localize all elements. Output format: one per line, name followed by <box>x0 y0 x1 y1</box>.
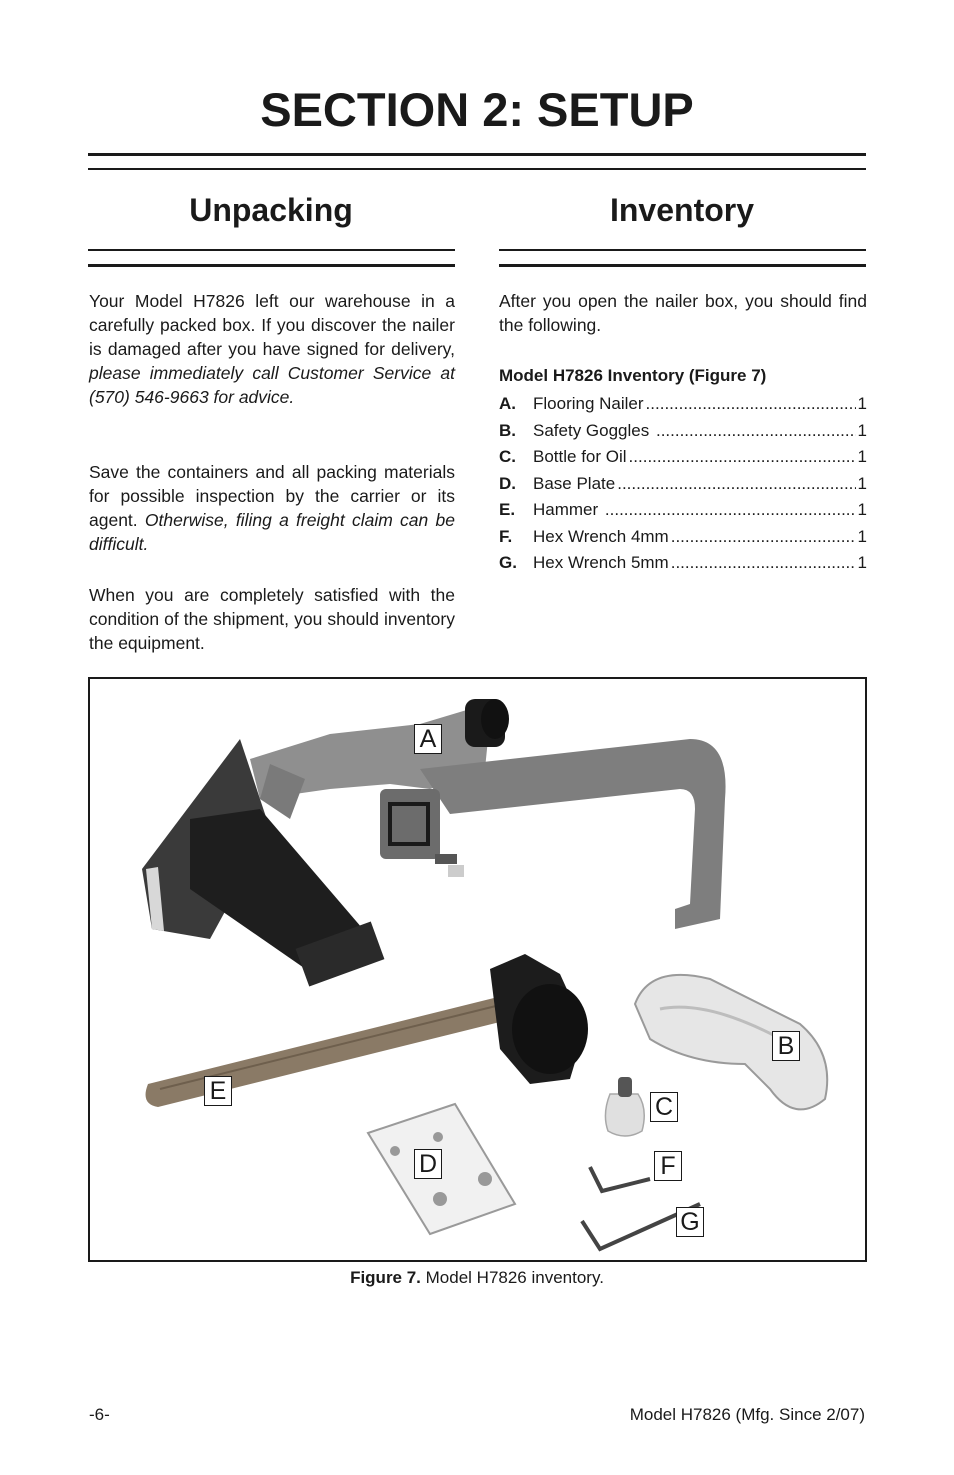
inventory-item-letter: E. <box>499 500 516 519</box>
inventory-item-qty: 1 <box>857 447 867 466</box>
inventory-rule-bottom <box>499 264 866 267</box>
inventory-item-letter: D. <box>499 473 516 493</box>
callout-f: F <box>654 1151 682 1181</box>
figure-caption-text: Model H7826 inventory. <box>420 1268 604 1287</box>
leader-dots <box>656 419 856 443</box>
callout-e: E <box>204 1076 232 1106</box>
section-title: SECTION 2: SETUP <box>260 83 694 136</box>
inventory-item-name: Hex Wrench 4mm <box>533 526 669 546</box>
unpacking-rule-top <box>88 249 455 251</box>
footer-model: Model H7826 (Mfg. Since 2/07) <box>629 1405 865 1424</box>
inventory-item <box>499 525 867 549</box>
inventory-item-name: Bottle for Oil <box>533 447 627 466</box>
leader-dots <box>617 472 855 496</box>
leader-dots <box>671 551 856 575</box>
inventory-item-qty: 1 <box>857 526 867 546</box>
inventory-item-qty: 1 <box>857 500 867 519</box>
figure-7 <box>88 677 867 1262</box>
inventory-item-name: Flooring Nailer <box>533 394 644 413</box>
title-rule-bottom <box>88 168 866 170</box>
figure-caption-label: Figure 7. <box>350 1268 421 1287</box>
unpacking-paragraph-2 <box>89 460 455 556</box>
callout-d: D <box>414 1149 442 1179</box>
inventory-item-name: Base Plate <box>533 473 616 493</box>
unpacking-heading: Unpacking <box>189 192 353 228</box>
oil-bottle-drawing <box>605 1077 644 1136</box>
unpacking-paragraph-1 <box>89 289 455 409</box>
leader-dots <box>671 525 856 549</box>
inventory-item-letter: F. <box>499 526 513 546</box>
unpacking-p1-italic: please immediately call Customer Service at (570) 546-9663 for advice. <box>89 363 455 407</box>
figure-caption <box>0 1268 954 1288</box>
inventory-item-qty: 1 <box>857 394 867 413</box>
callout-b: B <box>772 1031 800 1061</box>
inventory-item <box>499 498 867 522</box>
page-number: -6- <box>89 1405 110 1424</box>
inventory-list-heading: Model H7826 Inventory (Figure 7) <box>499 366 767 385</box>
leader-dots <box>605 498 856 522</box>
inventory-item <box>499 392 867 416</box>
inventory-item-letter: B. <box>499 420 516 440</box>
leader-dots <box>629 445 856 469</box>
unpacking-p2-italic: Otherwise, filing a freight claim can be difficult. <box>89 510 455 554</box>
callout-g: G <box>676 1207 704 1237</box>
inventory-item-letter: A. <box>499 394 516 413</box>
inventory-item <box>499 472 867 496</box>
inventory-rule-top <box>499 249 866 251</box>
inventory-item-qty: 1 <box>857 473 867 493</box>
title-rule-top <box>88 153 866 156</box>
unpacking-p2-text: Save the containers and all packing materials for possible inspection by the carrier or its agent. <box>89 462 455 530</box>
unpacking-p1-text: Your Model H7826 left our warehouse in a carefully packed box. If you discover the nailer is damaged after you have signed for delivery, <box>89 291 455 359</box>
inventory-item <box>499 445 867 469</box>
inventory-item-name: Hex Wrench 5mm <box>533 553 669 572</box>
inventory-photo <box>90 679 865 1260</box>
inventory-item-letter: G. <box>499 553 517 572</box>
inventory-intro: After you open the nailer box, you should find the following. <box>499 291 867 335</box>
inventory-item-letter: C. <box>499 447 516 466</box>
inventory-item-name: Hammer <box>533 500 603 519</box>
inventory-item-name: Safety Goggles <box>533 420 654 440</box>
unpacking-paragraph-3: When you are completely satisfied with the condition of the shipment, you should inventory the equipment. <box>89 585 455 653</box>
leader-dots <box>646 392 856 416</box>
callout-c: C <box>650 1092 678 1122</box>
inventory-item-qty: 1 <box>857 553 867 572</box>
inventory-item-qty: 1 <box>857 420 867 440</box>
inventory-item <box>499 551 867 575</box>
callout-a: A <box>414 724 442 754</box>
inventory-heading: Inventory <box>609 192 755 228</box>
inventory-item <box>499 419 867 443</box>
unpacking-rule-bottom <box>88 264 455 267</box>
